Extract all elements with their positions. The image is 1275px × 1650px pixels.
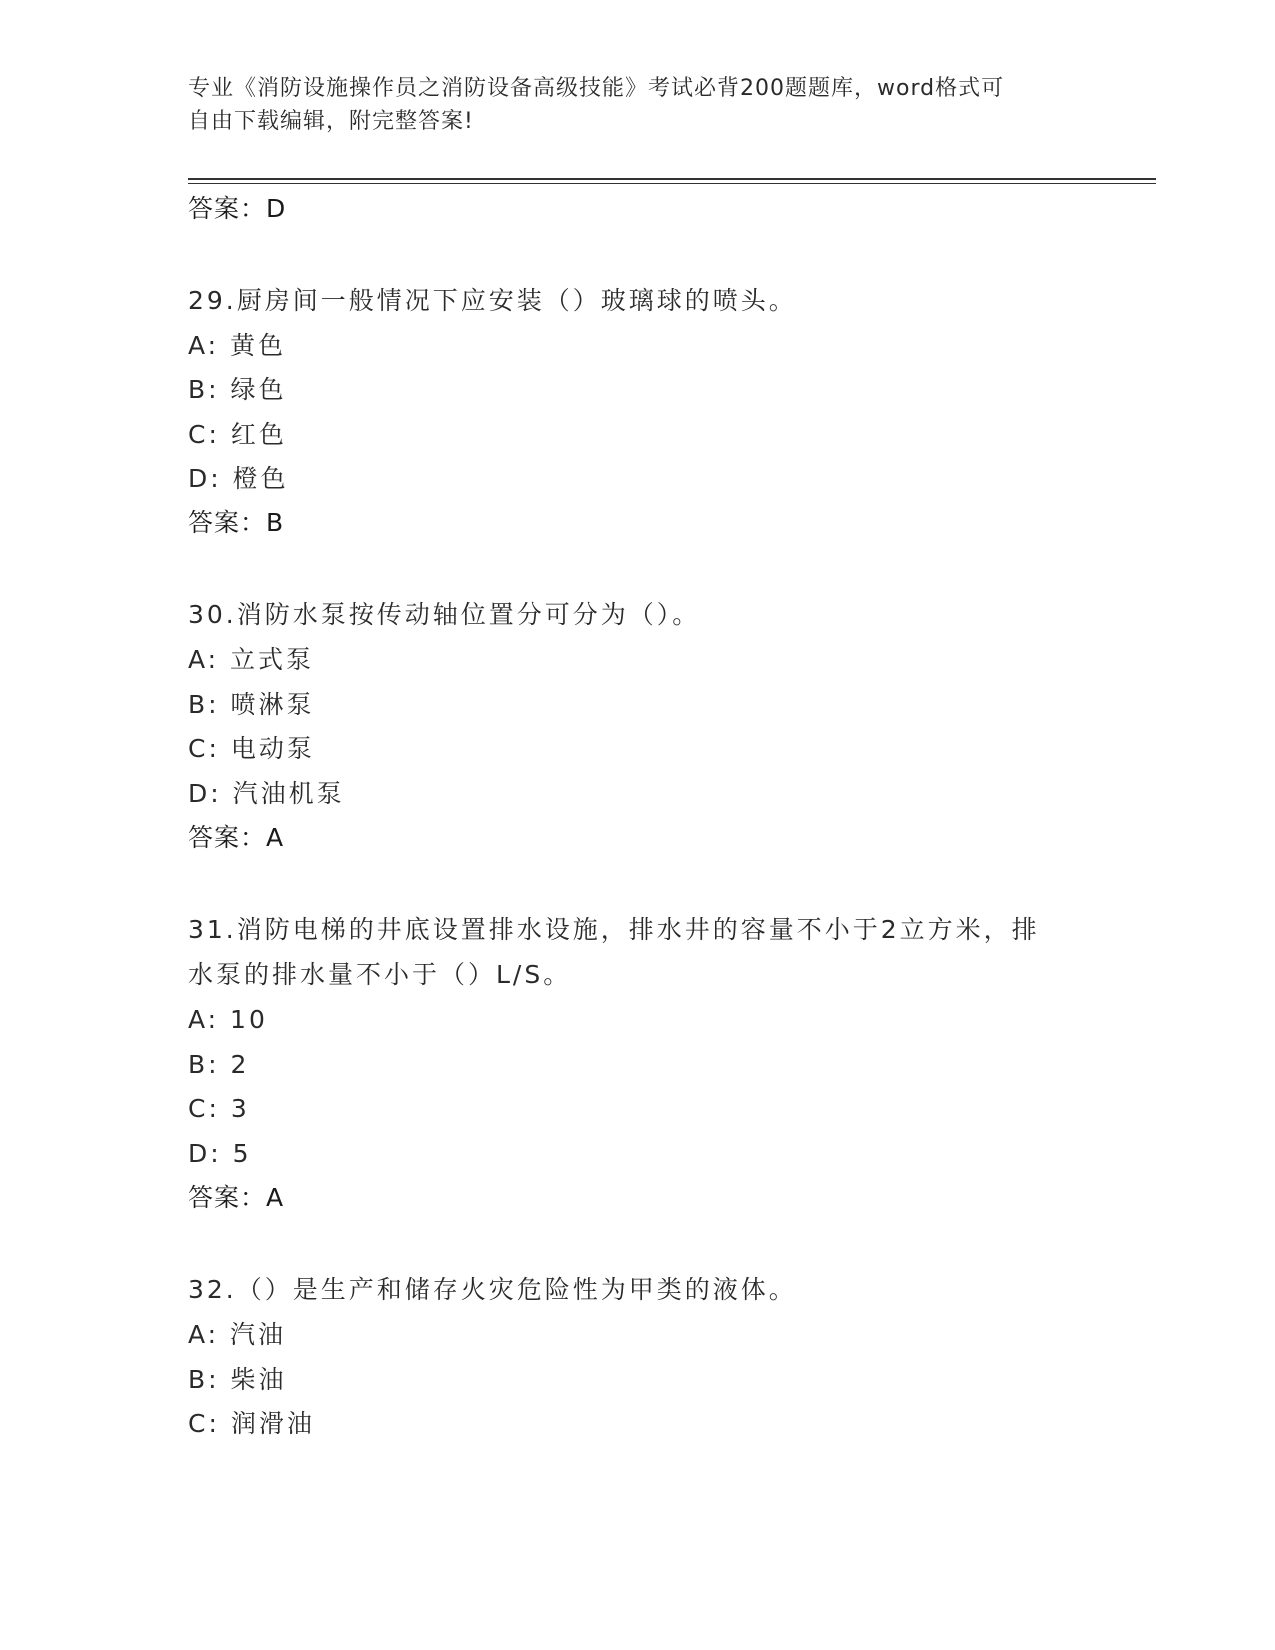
option-b: B: 2 — [188, 1050, 250, 1079]
option-d: D: 5 — [188, 1139, 252, 1168]
option-c: C: 电动泵 — [188, 734, 315, 763]
header-line-2: 自由下载编辑，附完整答案! — [188, 109, 474, 134]
option-c: C: 润滑油 — [188, 1409, 315, 1438]
header-line-1: 专业《消防设施操作员之消防设备高级技能》考试必背200题题库，word格式可 — [188, 76, 1005, 101]
question-stem: 30.消防水泵按传动轴位置分可分为（）。 — [188, 600, 701, 629]
question-stem-line-1: 31.消防电梯的井底设置排水设施，排水井的容量不小于2立方米，排 — [188, 915, 1040, 944]
question-stem: 32.（）是生产和储存火灾危险性为甲类的液体。 — [188, 1275, 797, 1304]
header-divider — [188, 178, 1156, 180]
answer-line: 答案：A — [188, 823, 285, 852]
option-b: B: 柴油 — [188, 1365, 287, 1394]
option-c: C: 3 — [188, 1094, 250, 1123]
option-a: A: 立式泵 — [188, 645, 315, 674]
question-stem-line-2: 水泵的排水量不小于（）L/S。 — [188, 960, 572, 989]
option-c: C: 红色 — [188, 420, 287, 449]
option-d: D: 汽油机泵 — [188, 779, 345, 808]
option-a: A: 10 — [188, 1005, 268, 1034]
answer-line: 答案：A — [188, 1183, 285, 1212]
answer-line: 答案：B — [188, 508, 285, 537]
header-divider-thin — [188, 183, 1156, 184]
document-header — [188, 72, 1088, 138]
option-b: B: 绿色 — [188, 375, 287, 404]
option-d: D: 橙色 — [188, 464, 289, 493]
option-b: B: 喷淋泵 — [188, 690, 315, 719]
option-a: A: 黄色 — [188, 331, 287, 360]
answer-line: 答案：D — [188, 194, 287, 223]
option-a: A: 汽油 — [188, 1320, 287, 1349]
question-stem: 29.厨房间一般情况下应安装（）玻璃球的喷头。 — [188, 286, 797, 315]
